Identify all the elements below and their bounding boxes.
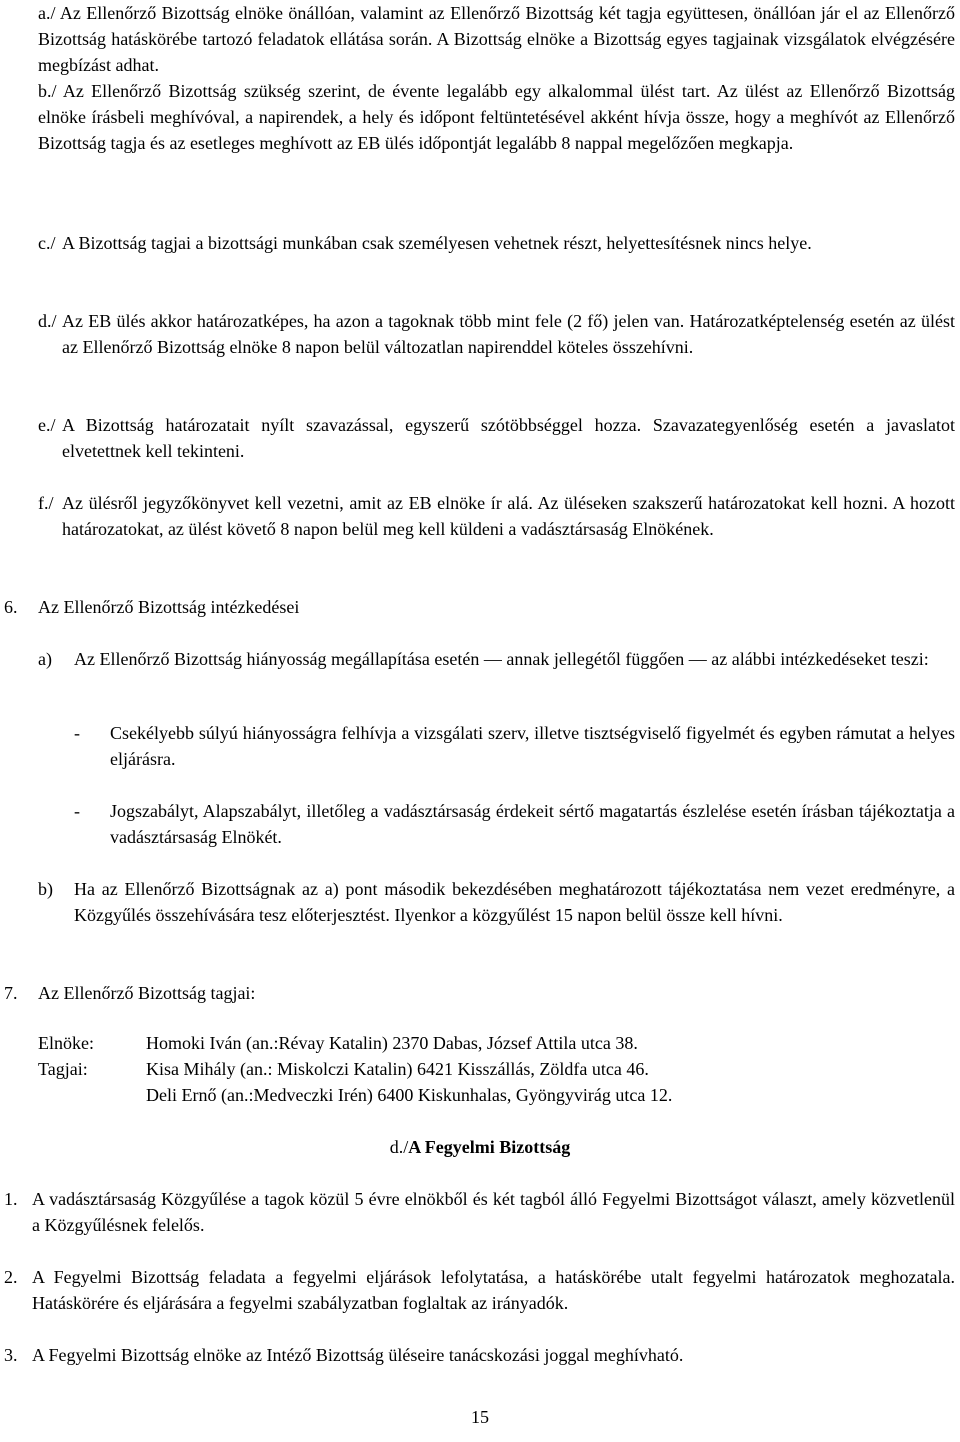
fegyelmi-item-number: 1.	[4, 1189, 18, 1209]
paragraph-5e-label: e./	[38, 415, 56, 435]
section-6-title: Az Ellenőrző Bizottság intézkedései	[38, 597, 300, 617]
section-6b-text: Ha az Ellenőrző Bizottságnak az a) pont második bekezdésében meghatározott tájékoztatása nem vezet eredményre, a Közgyűlés összehívására tesz előterjesztést. Ilyenkor a közgyűlést 15 napon belül össze kell hívni.	[74, 879, 955, 925]
bullet-text: Jogszabályt, Alapszabályt, illetőleg a vadásztársaság érdekeit sértő magatartás észlelése esetén írásban tájékoztatja a vadásztársaság Elnökét.	[110, 801, 955, 847]
paragraph-5e: A Bizottság határozatait nyílt szavazással, egyszerű szótöbbséggel hozza. Szavazategyenlőség esetén a javaslatot elvetettnek kell tekinteni.	[62, 415, 955, 461]
section-d-title: A Fegyelmi Bizottság	[408, 1137, 571, 1157]
members-label: Tagjai:	[38, 1059, 88, 1079]
paragraph-5f-label: f./	[38, 493, 54, 513]
page-number: 15	[471, 1407, 489, 1427]
section-d-prefix: d./	[389, 1137, 409, 1157]
fegyelmi-item-text: A Fegyelmi Bizottság feladata a fegyelmi eljárások lefolytatása, a hatáskörébe utalt fegyelmi határozatok meghozatala. Hatáskörére és eljárására a fegyelmi szabályzatban foglaltak az irányadók.	[32, 1267, 955, 1313]
paragraph-5d: Az EB ülés akkor határozatképes, ha azon a tagoknak több mint fele (2 fő) jelen van. Határozatképtelenség esetén az ülést az Ellenőrző Bizottság elnöke 8 napon belül változatlan napirenddel köteles összehívni.	[62, 311, 955, 357]
member-item: Kisa Mihály (an.: Miskolczi Katalin) 6421 Kisszállás, Zöldfa utca 46.	[146, 1059, 649, 1079]
paragraph-5f: Az ülésről jegyzőkönyvet kell vezetni, amit az EB elnöke ír alá. Az üléseken szakszerű határozatokat kell hozni. A hozott határozatokat, az ülést követő 8 napon belül meg kell küldeni a vadásztársaság Elnökének.	[62, 493, 955, 539]
section-6a-label: a)	[38, 649, 52, 669]
paragraph-5c: A Bizottság tagjai a bizottsági munkában csak személyesen vehetnek részt, helyettesítésnek nincs helye.	[62, 233, 812, 253]
fegyelmi-item-text: A vadásztársaság Közgyűlése a tagok közül 5 évre elnökből és két tagból álló Fegyelmi Bizottságot választ, amely közvetlenül a Közgyűlésnek felelős.	[32, 1189, 955, 1235]
section-7-number: 7.	[4, 983, 18, 1003]
chair-value: Homoki Iván (an.:Révay Katalin) 2370 Dabas, József Attila utca 38.	[146, 1033, 638, 1053]
section-6a-text: Az Ellenőrző Bizottság hiányosság megállapítása esetén — annak jellegétől függően — az alábbi intézkedéseket teszi:	[74, 649, 929, 669]
paragraph-5c-label: c./	[38, 233, 56, 253]
bullet-text: Csekélyebb súlyú hiányosságra felhívja a vizsgálati szerv, illetve tisztségviselő figyelmét és egyben rámutat a helyes eljárásra.	[110, 723, 955, 769]
fegyelmi-item-number: 2.	[4, 1267, 18, 1287]
fegyelmi-item-text: A Fegyelmi Bizottság elnöke az Intéző Bizottság üléseire tanácskozási joggal meghívható.	[32, 1345, 684, 1365]
chair-label: Elnöke:	[38, 1033, 94, 1053]
paragraph-5d-label: d./	[38, 311, 57, 331]
paragraph-5a: a./ Az Ellenőrző Bizottság elnöke önállóan, valamint az Ellenőrző Bizottság két tagja együttesen, önállóan jár el az Ellenőrző Bizottság hatáskörébe tartozó feladatok ellátása során. A Bizottság elnöke a Bizottság egyes tagjainak vizsgálatok elvégzésére megbízást adhat.	[38, 3, 955, 75]
section-d-heading	[0, 1134, 960, 1160]
section-6b-label: b)	[38, 879, 53, 899]
section-6-number: 6.	[4, 597, 18, 617]
bullet-dash: -	[74, 801, 80, 821]
bullet-dash: -	[74, 723, 80, 743]
paragraph-5b: b./ Az Ellenőrző Bizottság szükség szerint, de évente legalább egy alkalommal ülést tart. Az ülést az Ellenőrző Bizottság elnöke írásbeli meghívóval, a napirendek, a hely és időpont feltüntetésével akként hívja össze, hogy a meghívót az Ellenőrző Bizottság tagja és az esetleges meghívott az EB ülés időpontját legalább 8 nappal megelőzően megkapja.	[38, 81, 955, 153]
member-item: Deli Ernő (an.:Medveczki Irén) 6400 Kiskunhalas, Gyöngyvirág utca 12.	[146, 1085, 673, 1105]
fegyelmi-item-number: 3.	[4, 1345, 18, 1365]
section-7-title: Az Ellenőrző Bizottság tagjai:	[38, 983, 256, 1003]
